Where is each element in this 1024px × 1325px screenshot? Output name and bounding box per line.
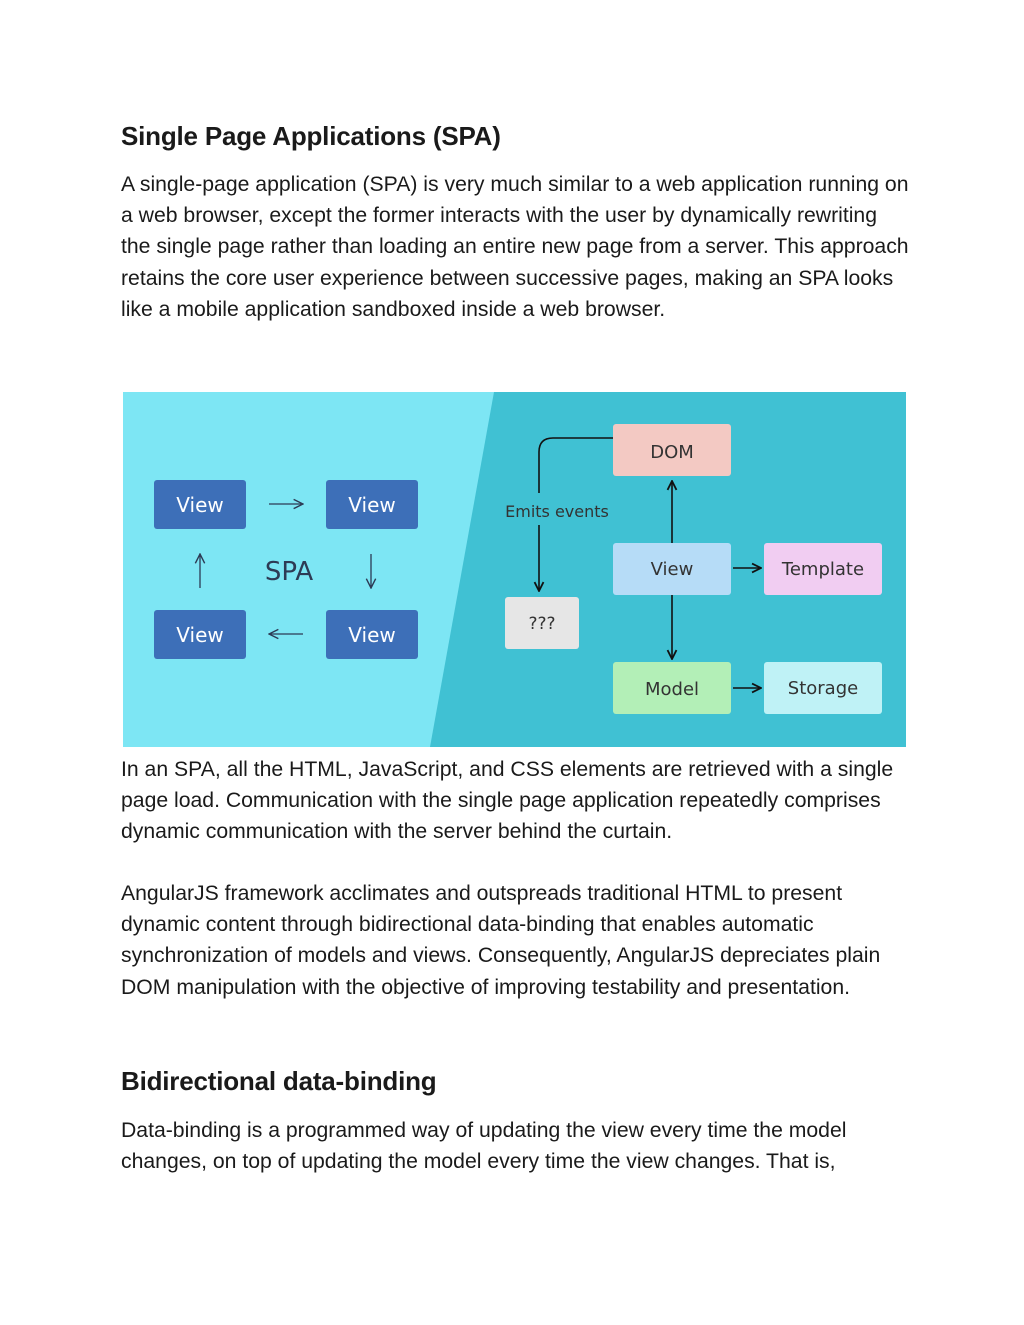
view-label: View: [348, 623, 396, 647]
view-box-bottom-right: [326, 610, 418, 659]
unknown-label: ???: [528, 614, 556, 634]
view-label: View: [348, 493, 396, 517]
section-heading-spa: Single Page Applications (SPA): [121, 121, 501, 151]
storage-label: Storage: [787, 678, 859, 699]
view-center-label: View: [650, 559, 694, 580]
spa-architecture-diagram: [123, 392, 906, 747]
view-box-top-right: [326, 480, 418, 529]
view-box-bottom-left: [154, 610, 246, 659]
spa-center-label: SPA: [264, 557, 314, 587]
paragraph-angularjs: AngularJS framework acclimates and outspreads traditional HTML to present dynamic content through bidirectional data-binding that enables automatic synchronization of models and views. Consequently, AngularJS depreciates plain DOM manipulation with the objective of improving testability and presentation.: [121, 882, 881, 999]
template-label: Template: [781, 559, 865, 580]
model-label: Model: [644, 679, 700, 700]
emits-events-label: Emits events: [505, 502, 609, 521]
paragraph-spa-load: In an SPA, all the HTML, JavaScript, and CSS elements are retrieved with a single page load. Communication with the single page application repeatedly comprises dynamic communication with the server behind the curtain.: [121, 758, 894, 844]
unknown-box: [505, 597, 579, 649]
view-label: View: [176, 623, 224, 647]
storage-box: [764, 662, 882, 714]
paragraph-spa-intro: A single-page application (SPA) is very much similar to a web application running on a web browser, except the former interacts with the user by dynamically rewriting the single page rather than loading an entire new page from a server. This approach retains the core user experience between successive pages, making an SPA looks like a mobile application sandboxed inside a web browser.: [121, 173, 909, 321]
section-heading-data-binding: Bidirectional data-binding: [121, 1066, 437, 1096]
template-box: [764, 543, 882, 595]
view-box-center: [613, 543, 731, 595]
view-box-top-left: [154, 480, 246, 529]
dom-label: DOM: [650, 442, 694, 463]
paragraph-data-binding: Data-binding is a programmed way of updating the view every time the model changes, on top of updating the model every time the view changes. That is,: [121, 1119, 847, 1174]
model-box: [613, 662, 731, 714]
view-label: View: [176, 493, 224, 517]
dom-box: [613, 424, 731, 476]
